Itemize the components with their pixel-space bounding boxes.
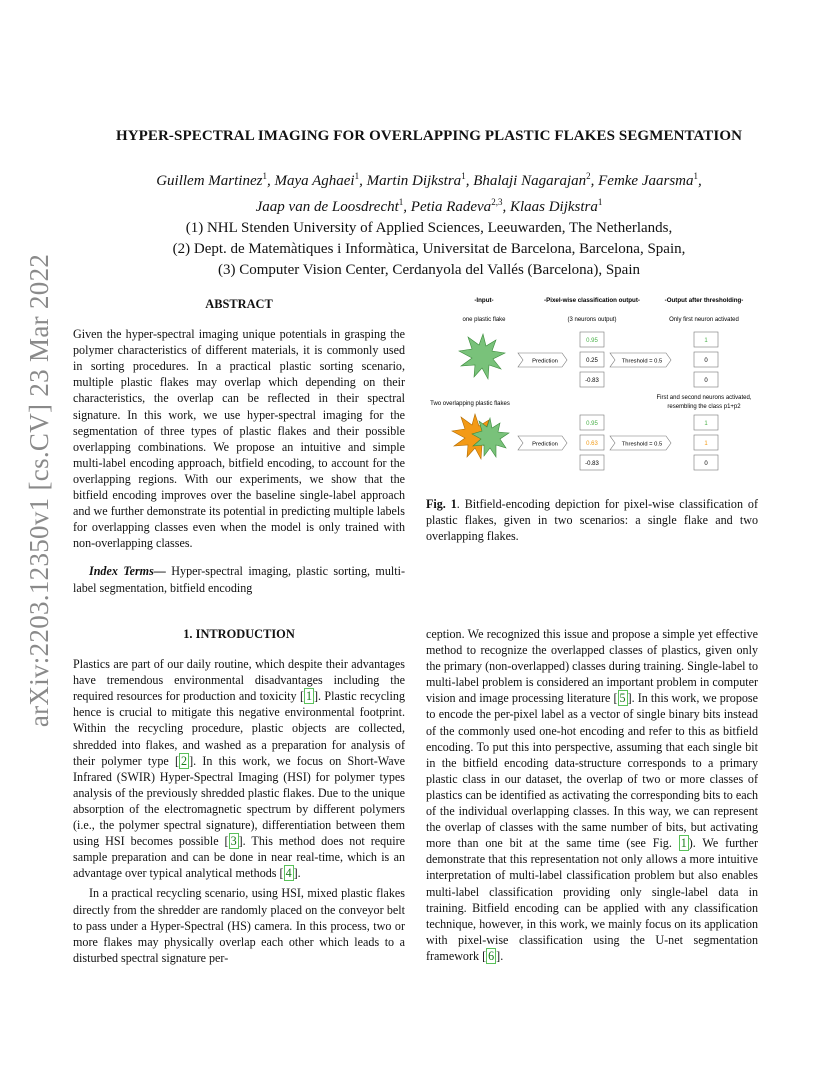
- abstract-heading: ABSTRACT: [205, 297, 273, 311]
- s1-threshold-2: 0: [704, 358, 708, 364]
- first-second-note-2: resembling the class p1+p2: [667, 404, 741, 410]
- prediction-label: Prediction: [532, 358, 558, 365]
- s2-output-1: 0.95: [586, 421, 598, 427]
- introduction-section: [73, 626, 405, 966]
- intro-paragraph-2: In a practical recycling scenario, using HSI, mixed plastic flakes directly from the shredder are randomly placed on the conveyor belt to pass under a Hyper-Spectral (HS) camera. In this process, two or more flakes may physically overlap each other which leads to a disturbed spectral signature per-: [73, 886, 405, 965]
- header-input: -Input-: [474, 297, 494, 304]
- figure-1: [426, 290, 766, 480]
- affiliation-2: (2) Dept. de Matemàtiques i Informàtica, Universitat de Barcelona, Barcelona, Spain,: [172, 241, 686, 257]
- index-terms-label: Index Terms—: [89, 564, 166, 579]
- author-name: Femke Jaarsma: [598, 173, 694, 189]
- author-name: Bhalaji Nagarajan: [473, 173, 587, 189]
- threshold-label: Threshold = 0.5: [621, 441, 663, 448]
- author-name: Martin Dijkstra: [366, 173, 462, 189]
- index-terms: [73, 563, 405, 595]
- author-sup: 2: [586, 171, 591, 181]
- caption-text: Fig. 1. Bitfield-encoding depiction for pixel-wise classification of plastic flakes, given in two scenarios: a single flake and two overlapping flakes.: [426, 497, 758, 544]
- intro-paragraph-3: ception. We recognized this issue and propose a simple yet effective method to recognize the overlapped classes of plastics, given only the primary (non-overlapped) classes during training. Single-label to multi-label problem is considered an important problem in computer vision and image processing literature [ 5 ]. In this work, we propose to encode the per-pixel label as a vector of single binary bits instead of the commonly used one-hot encoding and refer to this as bitfield encoding. To put this into perspective, assuming that each single bit in the bitfield encoding data-structure corresponds to a primary plastic class in our dataset, the overlap of two or more classes of plastics can be identified as activating the corresponding bits to each of the individual overlapping classes. In this way, we can represent the overlap of classes with the same number of bits, but activating more than one bit at the same time (see Fig. 1 ). We further demonstrate that this representation not only allows a more intuitive interpretation of multi-label classification problem but also enables multi-label classification providing only single-label data in training. Bitfield encoding can be applied with any classification technique, however, in this work, we mainly focus on its application with pixel-wise classification using the U-net segmentation framework [ 6 ].: [426, 627, 758, 963]
- author-sup: 1: [693, 171, 699, 181]
- s2-output-3: -0.83: [585, 461, 599, 467]
- author-line-1: Guillem Martinez$^1$, Maya Aghaei$^1$, Martin Dijkstra$^1$, Bhalaji Nagarajan$^2$, Femke Jaarsma$^1$,: [156, 171, 702, 189]
- s1-threshold-3: 0: [704, 378, 708, 384]
- figure-link[interactable]: 1: [680, 836, 687, 851]
- citation-link[interactable]: 6: [488, 948, 495, 963]
- author-name: Petia Radeva: [410, 199, 492, 215]
- header-output: -Output after thresholding-: [664, 297, 744, 304]
- intro-paragraph-1: Plastics are part of our daily routine, which despite their advantages have tremendous environmental disadvantages including the required resources for production and toxicity [ 1 ]. Plastic recycling hence is crucial to mitigate this negative environmental footprint. Within the recycling procedure, plastic objects are collected, shredded into flakes, and washed as a preparation for analysis of their polymer type [ 2 ]. In this work, we focus on Short-Wave Infrared (SWIR) Hyper-Spectral Imaging (HSI) for polymer types analysis of the previously shredded plastic flakes. Due to the unique absorption of the electromagnetic spectrum by different polymers (i.e., the polymer spectral signature), differentiation between them using HSI becomes possible [ 3 ]. This method does not require sample preparation and can be done in near real-time, which is an advantage over typical analytical methods [ 4 ].: [73, 657, 406, 881]
- author-line-2: Jaap van de Loosdrecht$^1$, Petia Radeva$^{2,3}$, Klaas Dijkstra$^1$: [255, 197, 603, 215]
- bitfield-diagram: [426, 290, 766, 480]
- header-pixelwise: -Pixel-wise classification output-: [544, 297, 640, 304]
- citation-link[interactable]: 5: [619, 691, 626, 706]
- caption-label: Fig. 1: [426, 497, 457, 511]
- s2-threshold-1: 1: [704, 421, 708, 427]
- s2-output-2: 0.63: [586, 441, 598, 447]
- citation-link[interactable]: 1: [305, 689, 313, 704]
- paper-title: HYPER-SPECTRAL IMAGING FOR OVERLAPPING PLASTIC FLAKES SEGMENTATION: [115, 128, 743, 144]
- s2-threshold-3: 0: [704, 461, 708, 467]
- green-flake-icon: [459, 334, 505, 379]
- threshold-label: Threshold = 0.5: [621, 358, 663, 365]
- scenario1-label: one plastic flake: [462, 317, 506, 323]
- author-block: [60, 166, 798, 281]
- abstract-section: [73, 296, 405, 596]
- author-sup: 1: [461, 171, 466, 181]
- author-sup: 1: [597, 197, 603, 207]
- neurons-note: (3 neurons output): [567, 317, 617, 323]
- abstract-text: Given the hyper-spectral imaging unique potentials in grasping the polymer characteristics of different materials, it is commonly used in sorting procedures. In a practical plastic sorting scenario, multiple plastic flakes may overlap which depending on their characteristics, the overlap can be reflected in their spectral signature. In this work, we use hyper-spectral imaging for the segmentation of three types of plastic flakes and their possible overlapping combinations. We propose an intuitive and simple multi-label encoding approach, bitfield encoding, to account for the overlapping regions. With our experiments, we show that the bitfield encoding improves over the baseline single-label approach and we further demonstrate its potential in predicting multiple labels for overlapping classes even when the model is only trained with non-overlapping classes.: [73, 327, 405, 551]
- author-name: Maya Aghaei: [274, 173, 355, 189]
- arxiv-stamp: [22, 253, 58, 727]
- scenario2-label: Two overlapping plastic flakes: [430, 401, 510, 407]
- only-first-note: Only first neuron activated: [669, 317, 739, 323]
- author-sup: 1: [262, 171, 267, 181]
- s2-threshold-2: 1: [704, 441, 708, 447]
- figure-caption: [426, 496, 758, 544]
- prediction-label: Prediction: [532, 441, 558, 448]
- author-name: Klaas Dijkstra: [509, 199, 598, 215]
- s1-output-3: -0.83: [585, 378, 599, 384]
- introduction-continued: [426, 626, 758, 964]
- author-sup: 1: [354, 171, 360, 181]
- author-name: Jaap van de Loosdrecht: [255, 199, 399, 215]
- s1-output-2: 0.25: [586, 358, 598, 364]
- author-sup: 2,3: [491, 197, 503, 207]
- citation-link[interactable]: 4: [285, 866, 292, 881]
- citation-link[interactable]: 2: [181, 753, 188, 768]
- author-sup: 1: [398, 197, 404, 207]
- introduction-heading: 1. INTRODUCTION: [183, 627, 295, 641]
- arxiv-stamp-text: arXiv:2203.12350v1 [cs.CV] 23 Mar 2022: [24, 253, 55, 727]
- s1-threshold-1: 1: [704, 338, 708, 344]
- s1-output-1: 0.95: [586, 338, 598, 344]
- affiliation-1: (1) NHL Stenden University of Applied Sciences, Leeuwarden, The Netherlands,: [185, 220, 673, 236]
- first-second-note-1: First and second neurons activated,: [656, 395, 752, 401]
- affiliation-3: (3) Computer Vision Center, Cerdanyola del Vallés (Barcelona), Spain: [217, 262, 640, 278]
- citation-link[interactable]: 3: [230, 834, 237, 849]
- author-name: Guillem Martinez: [156, 173, 263, 189]
- index-terms-text: Hyper-spectral imaging, plastic sorting, multi-label segmentation, bitfield encoding: [73, 564, 405, 595]
